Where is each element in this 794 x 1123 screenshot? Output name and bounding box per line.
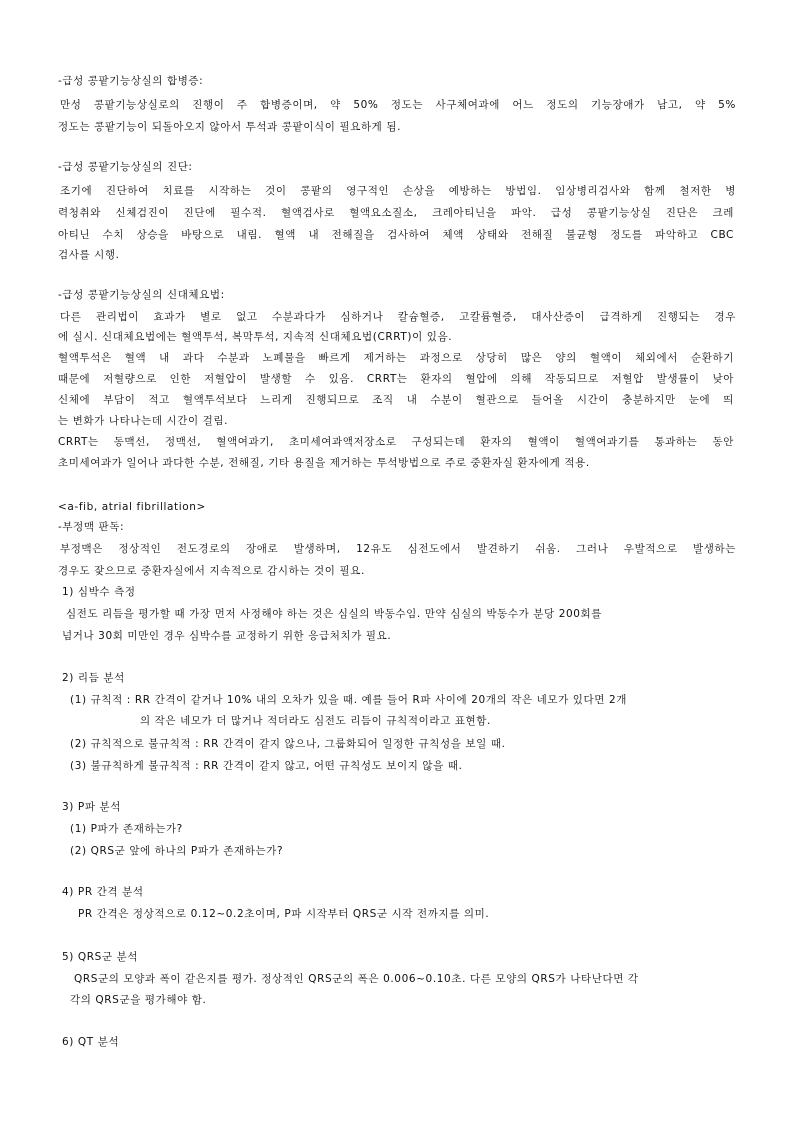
- rrt-line-6: 는 변화가 나타나는데 시간이 걸림.: [58, 415, 229, 427]
- section-3-item-2: (2) QRS군 앞에 하나의 P파가 존재하는가?: [70, 845, 284, 857]
- diagnosis-line-4: 검사를 시행.: [58, 249, 120, 261]
- rrt-line-5: 신체에 부담이 적고 혈액투석보다 느리게 진행되므로 조직 내 수분이 혈관으로 들어올 시간이 충분하지만 눈에 띄: [58, 394, 734, 406]
- diagnosis-line-1: 조기에 진단하여 치료를 시작하는 것이 콩팥의 영구적인 손상을 예방하는 방법임. 임상병리검사와 함께 철저한 병: [60, 185, 736, 197]
- section-4-title: 4) PR 간격 분석: [62, 886, 144, 898]
- section-6-title: 6) QT 분석: [62, 1036, 120, 1048]
- afib-title: <a-fib, atrial fibrillation>: [58, 501, 206, 513]
- section-2-item-2: (2) 규칙적으로 불규칙적 : RR 간격이 같지 않으나, 그룹화되어 일정한 규칙성을 보일 때.: [70, 738, 506, 750]
- afib-intro-line-2: 경우도 잦으므로 중환자실에서 지속적으로 감시하는 것이 필요.: [58, 565, 365, 577]
- rrt-line-4: 때문에 저혈량으로 인한 저혈압이 발생할 수 있음. CRRT는 환자의 혈압에 의해 작동되므로 저혈압 발생률이 낮아: [58, 373, 734, 385]
- section-2-item-1: (1) 규칙적 : RR 간격이 같거나 10% 내의 오차가 있을 때. 예를 들어 R파 사이에 20개의 작은 네모가 있다면 2개: [70, 694, 627, 706]
- rrt-line-2: 에 실시. 신대체요법에는 혈액투석, 복막투석, 지속적 신대체요법(CRRT)이 있음.: [58, 331, 453, 343]
- section-4-line-1: PR 간격은 정상적으로 0.12~0.2초이며, P파 시작부터 QRS군 시작 전까지를 의미.: [78, 908, 490, 920]
- section-5-title: 5) QRS군 분석: [62, 951, 139, 963]
- section-1-line-1: 심전도 리듬을 평가할 때 가장 먼저 사정해야 하는 것은 심실의 박동수임. 만약 심실의 박동수가 분당 200회를: [66, 608, 603, 620]
- rrt-line-3: 혈액투석은 혈액 내 과다 수분과 노폐물을 빠르게 제거하는 과정으로 상당히 많은 양의 혈액이 체외에서 순환하기: [58, 352, 734, 364]
- complications-line-2: 정도는 콩팥기능이 되돌아오지 않아서 투석과 콩팥이식이 필요하게 됨.: [58, 121, 402, 133]
- section-3-item-1: (1) P파가 존재하는가?: [70, 823, 183, 835]
- rrt-line-8: 초미세여과가 일어나 과다한 수분, 전해질, 기타 용질을 제거하는 투석방법으로 주로 중환자실 환자에게 적용.: [58, 457, 590, 469]
- diagnosis-line-2: 력청취와 신체검진이 진단에 필수적. 혈액검사로 혈액요소질소, 크레아티닌을 파악. 급성 콩팥기능상실 진단은 크레: [58, 207, 734, 219]
- section-2-item-1-cont: 의 작은 네모가 더 많거나 적더라도 심전도 리듬이 규칙적이라고 표현함.: [140, 715, 491, 727]
- afib-intro-line-1: 부정맥은 정상적인 전도경로의 장애로 발생하며, 12유도 심전도에서 발견하기 쉬움. 그러나 우발적으로 발생하는: [60, 543, 736, 555]
- rrt-line-1: 다른 관리법이 효과가 별로 없고 수분과다가 심하거나 칼슘혈증, 고칼륨혈증, 대사산증이 급격하게 진행되는 경우: [60, 311, 736, 323]
- diagnosis-line-3: 아티닌 수치 상승을 바탕으로 내림. 혈액 내 전해질을 검사하여 체액 상태와 전해질 불균형 정도를 파악하고 CBC: [58, 229, 734, 241]
- section-5-line-2: 각의 QRS군을 평가해야 함.: [70, 994, 207, 1006]
- complications-heading: -급성 콩팥기능상실의 합병증:: [58, 75, 204, 87]
- section-3-title: 3) P파 분석: [62, 801, 122, 813]
- rrt-heading: -급성 콩팥기능상실의 신대체요법:: [58, 289, 225, 301]
- rrt-line-7: CRRT는 동맥선, 정맥선, 혈액여과기, 초미세여과액저장소로 구성되는데 환자의 혈액이 혈액여과기를 통과하는 동안: [58, 436, 734, 448]
- section-2-title: 2) 리듬 분석: [62, 672, 125, 684]
- diagnosis-heading: -급성 콩팥기능상실의 진단:: [58, 161, 193, 173]
- section-1-title: 1) 심박수 측정: [62, 586, 136, 598]
- complications-line-1: 만성 콩팥기능상실로의 진행이 주 합병증이며, 약 50% 정도는 사구체여과에 어느 정도의 기능장애가 남고, 약 5%: [60, 99, 736, 111]
- section-1-line-2: 넘거나 30회 미만인 경우 심박수를 교정하기 위한 응급처치가 필요.: [62, 630, 392, 642]
- afib-heading: -부정맥 판독:: [58, 521, 125, 533]
- section-5-line-1: QRS군의 모양과 폭이 같은지를 평가. 정상적인 QRS군의 폭은 0.006~0.10초. 다른 모양의 QRS가 나타난다면 각: [74, 973, 639, 985]
- section-2-item-3: (3) 불규칙하게 불규칙적 : RR 간격이 같지 않고, 어떤 규칙성도 보이지 않을 때.: [70, 760, 463, 772]
